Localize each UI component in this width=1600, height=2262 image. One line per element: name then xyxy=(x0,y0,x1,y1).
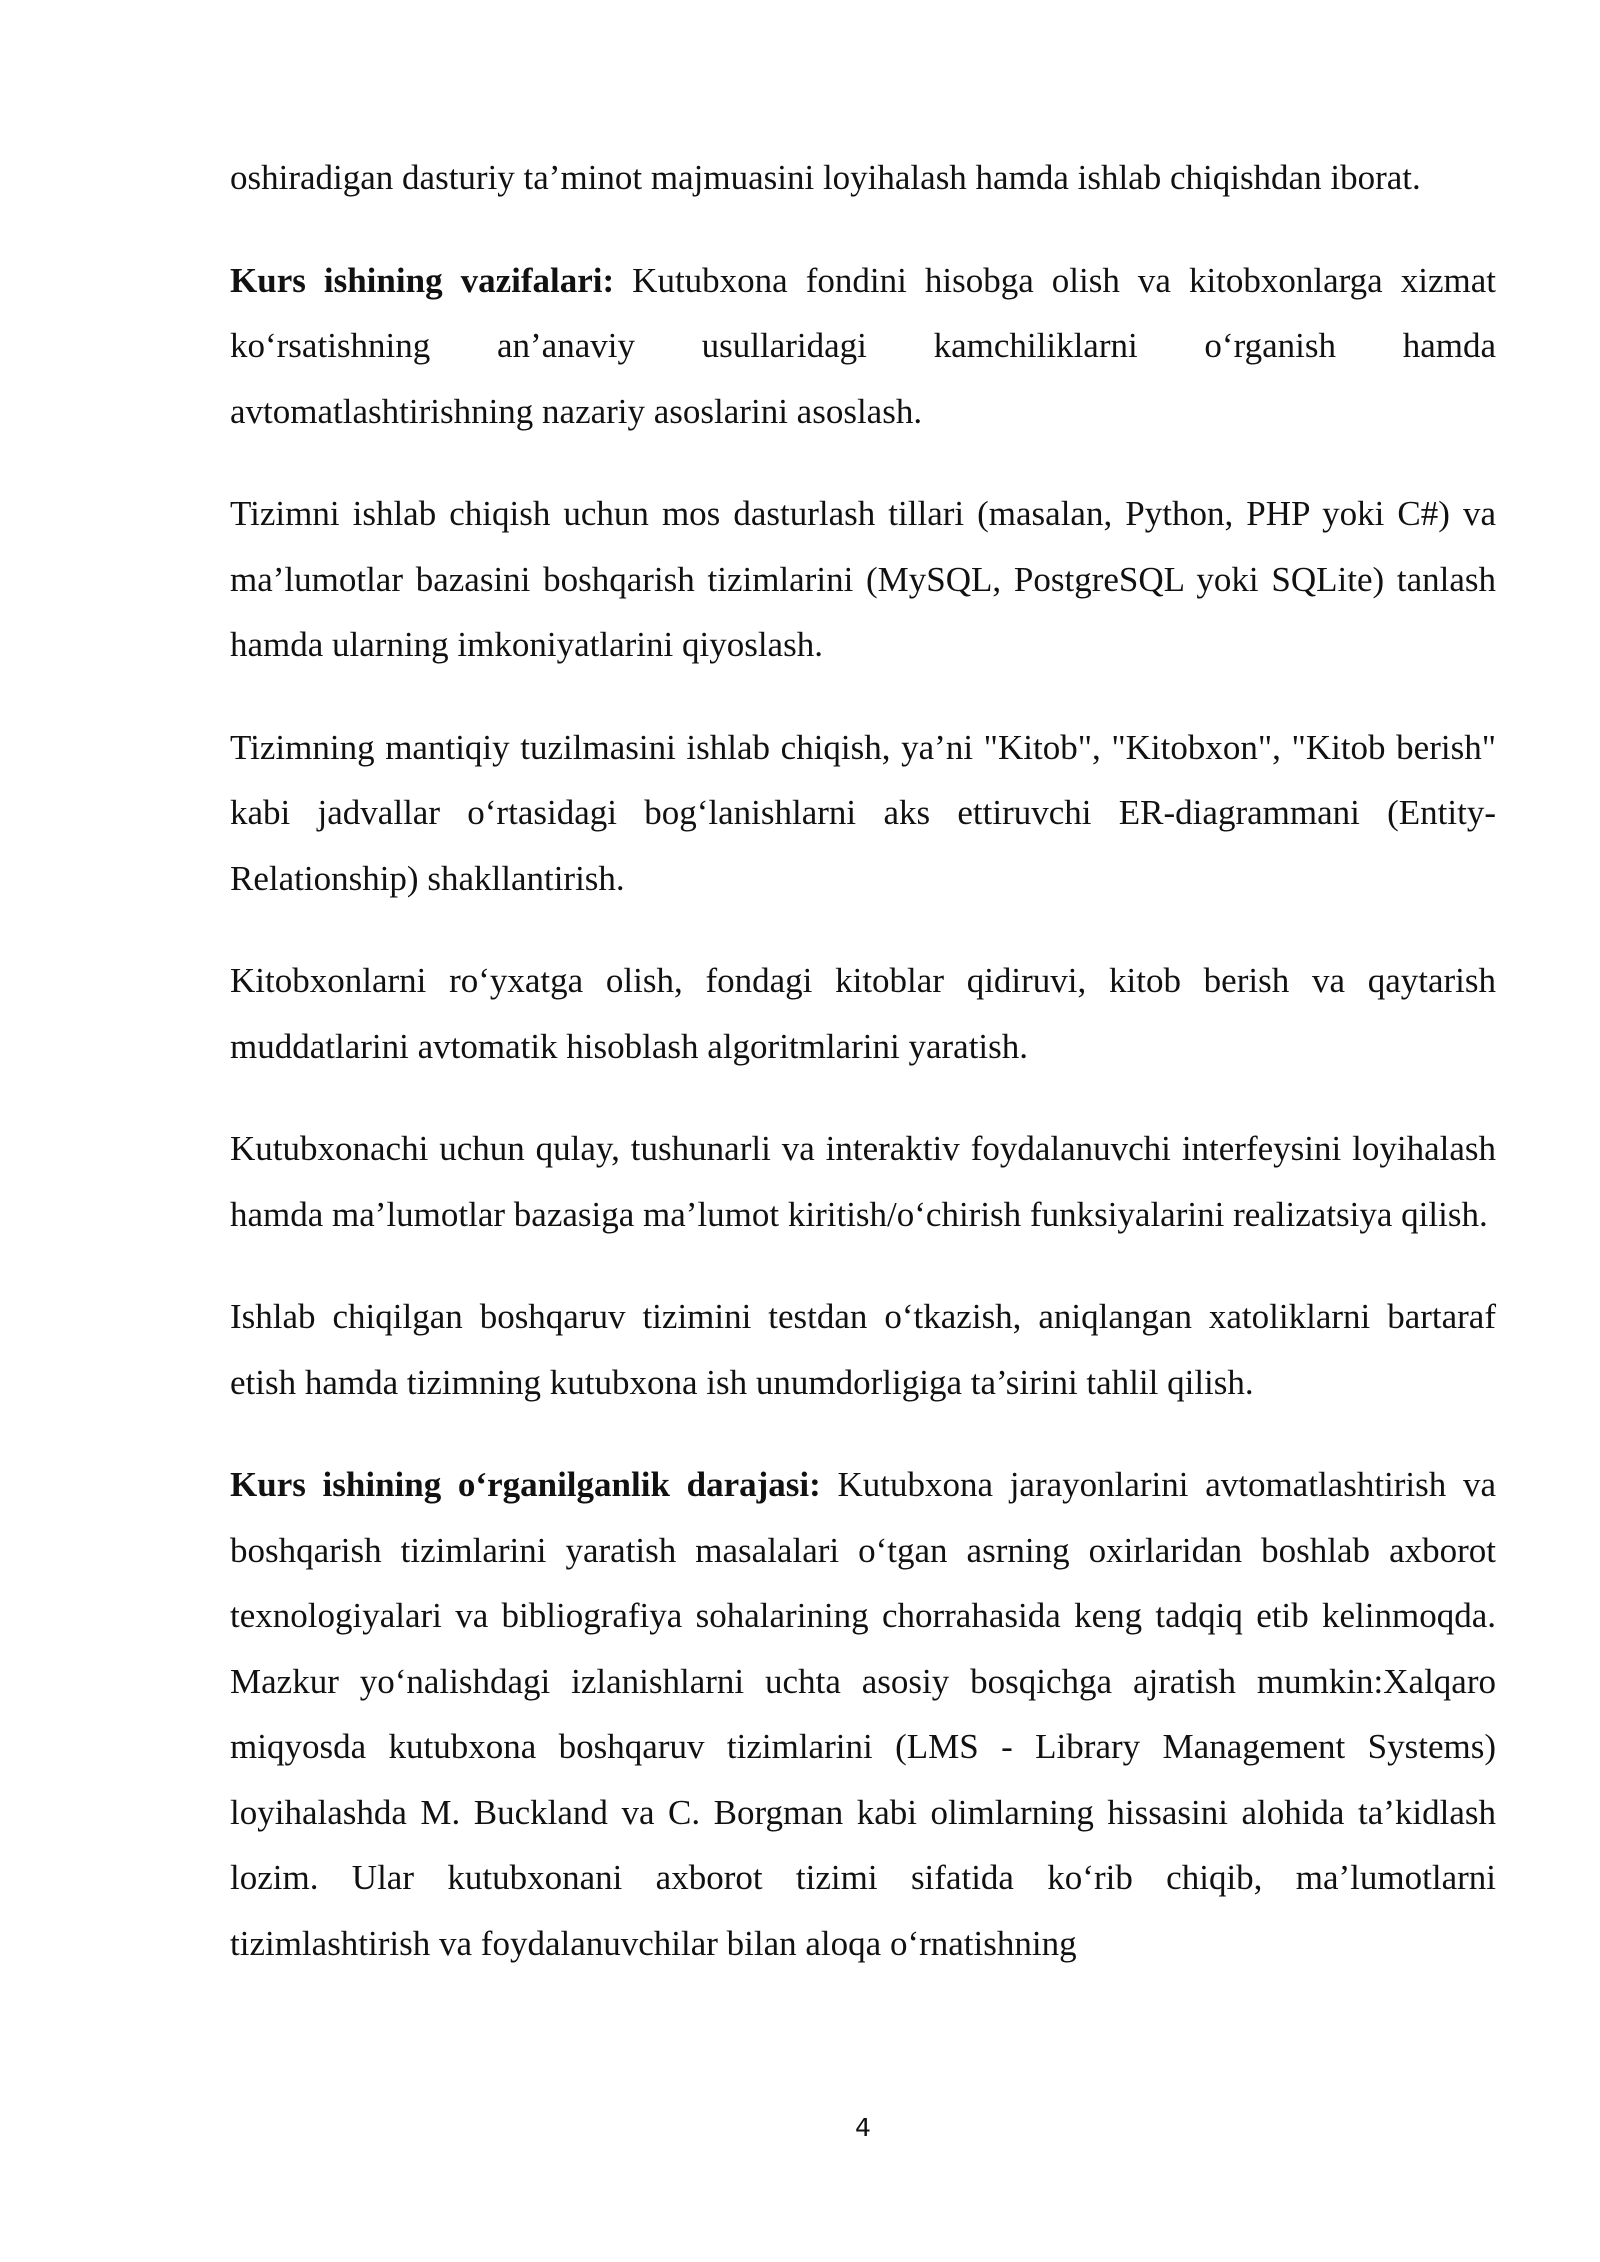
paragraph-text: Ishlab chiqilgan boshqaruv tizimini testdan o‘tkazish, aniqlangan xatoliklarni bartaraf etish hamda tizimning kutubxona ish unumdorligiga ta’sirini tahlil qilish. xyxy=(230,1297,1496,1402)
paragraph-text: Tizimni ishlab chiqish uchun mos dasturlash tillari (masalan, Python, PHP yoki C#) va ma’lumotlar bazasini boshqarish tizimlarini (MySQL, PostgreSQL yoki SQLite) tanlash hamda ularning imkoniyatlarini qiyoslash. xyxy=(230,494,1496,664)
paragraph-er-diagram xyxy=(230,715,1496,912)
paragraph-text: Kutubxona fondini hisobga olish va kitobxonlarga xizmat ko‘rsatishning an’anaviy usullaridagi kamchiliklarni o‘rganish hamda avtomatlashtirishning nazariy asoslarini asoslash. xyxy=(230,260,1496,431)
paragraph-heading: Kurs ishining o‘rganilganlik darajasi: xyxy=(230,1465,821,1504)
paragraph-testing xyxy=(230,1284,1496,1415)
paragraph-text: Tizimning mantiqiy tuzilmasini ishlab chiqish, ya’ni "Kitob", "Kitobxon", "Kitob berish" kabi jadvallar o‘rtasidagi bog‘lanishlarni aks ettiruvchi ER-diagrammani (Entity-Relationship) shakllantirish. xyxy=(230,727,1496,898)
paragraph-intro-continuation xyxy=(230,145,1496,211)
page-number: 4 xyxy=(855,2113,871,2142)
paragraph-text: oshiradigan dasturiy ta’minot majmuasini loyihalash hamda ishlab chiqishdan iborat. xyxy=(230,158,1421,197)
paragraph-tasks xyxy=(230,248,1496,445)
paragraph-text: Kutubxona jarayonlarini avtomatlashtirish va boshqarish tizimlarini yaratish masalalari o‘tgan asrning oxirlaridan boshlab axborot texnologiyalari va bibliografiya sohalarining chorrahasida keng tadqiq etib kelinmoqda. Mazkur yo‘nalishdagi izlanishlarni uchta asosiy bosqichga ajratish mumkin:Xalqaro miqyosda kutubxona boshqaruv tizimlarini (LMS - Library Management Systems) loyihalashda M. Buckland va C. Borgman kabi olimlarning hissasini alohida ta’kidlash lozim. Ular kutubxonani axborot tizimi sifatida ko‘rib chiqib, ma’lumotlarni tizimlashtirish va foydalanuvchilar bilan aloqa o‘rnatishning xyxy=(230,1465,1497,1963)
document-body xyxy=(230,145,1496,2013)
paragraph-heading: Kurs ishining vazifalari: xyxy=(230,260,615,300)
paragraph-interface xyxy=(230,1116,1496,1247)
paragraph-algorithms xyxy=(230,948,1496,1079)
paragraph-research-level xyxy=(230,1452,1496,1976)
paragraph-text: Kitobxonlarni ro‘yxatga olish, fondagi kitoblar qidiruvi, kitob berish va qaytarish muddatlarini avtomatik hisoblash algoritmlarini yaratish. xyxy=(230,961,1496,1066)
paragraph-languages xyxy=(230,481,1496,678)
paragraph-text: Kutubxonachi uchun qulay, tushunarli va interaktiv foydalanuvchi interfeysini loyihalash hamda ma’lumotlar bazasiga ma’lumot kiritish/o‘chirish funksiyalarini realizatsiya qilish. xyxy=(230,1129,1496,1234)
